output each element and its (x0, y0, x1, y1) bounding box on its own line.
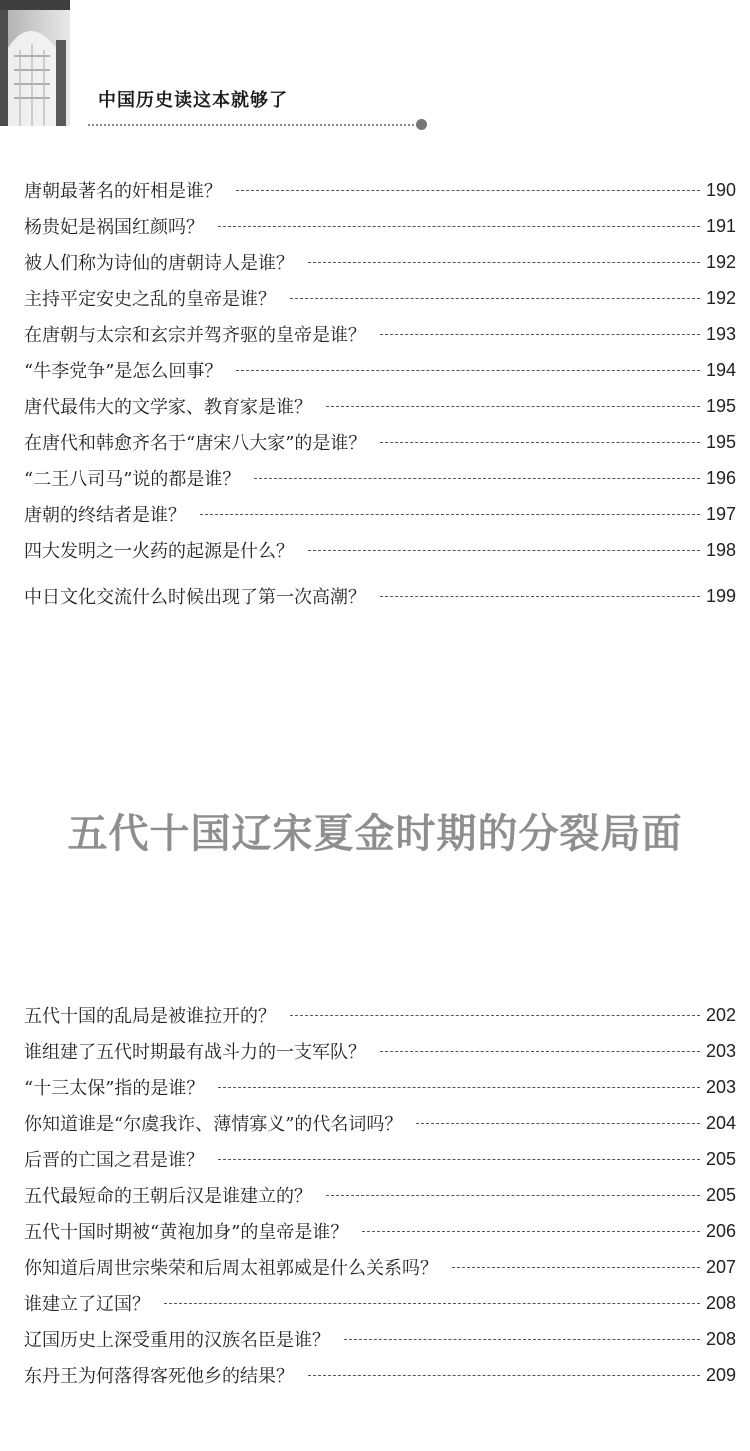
toc-dash-leader (308, 262, 700, 263)
toc-page-number: 197 (705, 503, 736, 524)
toc-entry[interactable] (24, 1177, 736, 1213)
toc-entry[interactable] (24, 1357, 736, 1393)
toc-entry[interactable] (24, 1033, 736, 1069)
section-heading: 五代十国辽宋夏金时期的分裂局面 (67, 810, 683, 857)
toc-entry-title: 你知道后周世宗柴荣和后周太祖郭威是什么关系吗？ (24, 1258, 438, 1279)
toc-entry[interactable] (24, 1141, 736, 1177)
toc-page-number: 195 (705, 431, 736, 452)
toc-entry-title: 唐朝的终结者是谁？ (24, 505, 186, 526)
toc-entry[interactable] (24, 1321, 736, 1357)
toc-dash-leader (380, 442, 700, 443)
toc-entry-title: 在唐朝与太宗和玄宗并驾齐驱的皇帝是谁？ (24, 325, 366, 346)
toc-dash-leader (416, 1123, 700, 1124)
toc-dash-leader (236, 370, 700, 371)
toc-entry-title: 五代十国时期被“黄袍加身”的皇帝是谁？ (24, 1222, 349, 1243)
toc-entry-title: 你知道谁是“尔虞我诈、薄情寡义”的代名词吗？ (24, 1114, 403, 1135)
toc-entry[interactable] (24, 997, 736, 1033)
toc-dash-leader (326, 1195, 700, 1196)
toc-entry[interactable] (24, 1069, 736, 1105)
header-title: 中国历史读这本就够了 (98, 90, 288, 111)
toc-page-number: 195 (705, 395, 736, 416)
toc-page-number: 205 (705, 1184, 736, 1205)
toc-dash-leader (362, 1231, 700, 1232)
toc-dash-leader (326, 406, 700, 407)
toc-entry[interactable] (24, 1285, 736, 1321)
toc-entry-title: 四大发明之一火药的起源是什么？ (24, 541, 294, 562)
toc-page-number: 198 (705, 539, 736, 560)
toc-dash-leader (308, 550, 700, 551)
toc-page-number: 208 (705, 1328, 736, 1349)
toc-page-number: 208 (705, 1292, 736, 1313)
toc-dash-leader (452, 1267, 700, 1268)
toc-dash-leader (218, 1159, 700, 1160)
toc-entry[interactable] (24, 1105, 736, 1141)
toc-list-tang (24, 172, 736, 614)
toc-page-number: 191 (705, 215, 736, 236)
toc-dash-leader (254, 478, 700, 479)
toc-page-number: 199 (705, 585, 736, 606)
toc-entry-title: 唐代最伟大的文学家、教育家是谁？ (24, 397, 312, 418)
toc-page-number: 202 (705, 1004, 736, 1025)
toc-dash-leader (380, 596, 700, 597)
toc-entry[interactable] (24, 424, 736, 460)
toc-entry-title: 中日文化交流什么时候出现了第一次高潮？ (24, 587, 366, 608)
toc-dash-leader (380, 1051, 700, 1052)
toc-dash-leader (380, 334, 700, 335)
toc-dash-leader (218, 1087, 700, 1088)
toc-entry-title: 谁建立了辽国？ (24, 1294, 150, 1315)
toc-dash-leader (290, 1015, 700, 1016)
toc-dash-leader (200, 514, 700, 515)
toc-entry-title: 五代十国的乱局是被谁拉开的？ (24, 1006, 276, 1027)
toc-entry-title: 五代最短命的王朝后汉是谁建立的？ (24, 1186, 312, 1207)
toc-entry-title: 唐朝最著名的奸相是谁？ (24, 181, 222, 202)
toc-entry[interactable] (24, 280, 736, 316)
toc-page-number: 193 (705, 323, 736, 344)
toc-entry[interactable] (24, 460, 736, 496)
architecture-decoration-icon (0, 0, 80, 128)
toc-page-number: 203 (705, 1040, 736, 1061)
toc-page-number: 204 (705, 1112, 736, 1133)
toc-dash-leader (164, 1303, 700, 1304)
toc-entry[interactable] (24, 1213, 736, 1249)
toc-page-number: 196 (705, 467, 736, 488)
running-header (0, 0, 750, 140)
header-dotted-rule (88, 124, 418, 126)
toc-entry[interactable] (24, 388, 736, 424)
toc-dash-leader (308, 1375, 700, 1376)
toc-dash-leader (344, 1339, 700, 1340)
toc-entry[interactable] (24, 532, 736, 568)
toc-entry[interactable] (24, 316, 736, 352)
toc-page-number: 209 (705, 1364, 736, 1385)
toc-page-number: 192 (705, 251, 736, 272)
toc-entry-title: “二王八司马”说的都是谁？ (24, 469, 241, 490)
toc-entry[interactable] (24, 172, 736, 208)
toc-page-number: 205 (705, 1148, 736, 1169)
toc-entry-title: 杨贵妃是祸国红颜吗？ (24, 217, 204, 238)
toc-entry-title: 辽国历史上深受重用的汉族名臣是谁？ (24, 1330, 330, 1351)
toc-page-number: 190 (705, 179, 736, 200)
toc-page-number: 203 (705, 1076, 736, 1097)
toc-entry[interactable] (24, 496, 736, 532)
toc-list-five-dynasties (24, 997, 736, 1393)
toc-entry-title: 后晋的亡国之君是谁？ (24, 1150, 204, 1171)
toc-entry-title: “牛李党争”是怎么回事？ (24, 361, 223, 382)
toc-entry-title: 谁组建了五代时期最有战斗力的一支军队？ (24, 1042, 366, 1063)
toc-entry[interactable] (24, 578, 736, 614)
toc-page-number: 194 (705, 359, 736, 380)
toc-entry-title: 被人们称为诗仙的唐朝诗人是谁？ (24, 253, 294, 274)
toc-entry-title: 东丹王为何落得客死他乡的结果？ (24, 1366, 294, 1387)
header-rule-dot (416, 119, 427, 130)
toc-page-number: 207 (705, 1256, 736, 1277)
toc-entry-title: 在唐代和韩愈齐名于“唐宋八大家”的是谁？ (24, 433, 367, 454)
toc-dash-leader (290, 298, 700, 299)
toc-page-number: 206 (705, 1220, 736, 1241)
toc-entry-title: “十三太保”指的是谁？ (24, 1078, 205, 1099)
toc-entry[interactable] (24, 208, 736, 244)
toc-entry[interactable] (24, 244, 736, 280)
toc-page-number: 192 (705, 287, 736, 308)
toc-dash-leader (218, 226, 700, 227)
toc-entry[interactable] (24, 1249, 736, 1285)
toc-dash-leader (236, 190, 700, 191)
toc-entry[interactable] (24, 352, 736, 388)
toc-entry-title: 主持平定安史之乱的皇帝是谁？ (24, 289, 276, 310)
